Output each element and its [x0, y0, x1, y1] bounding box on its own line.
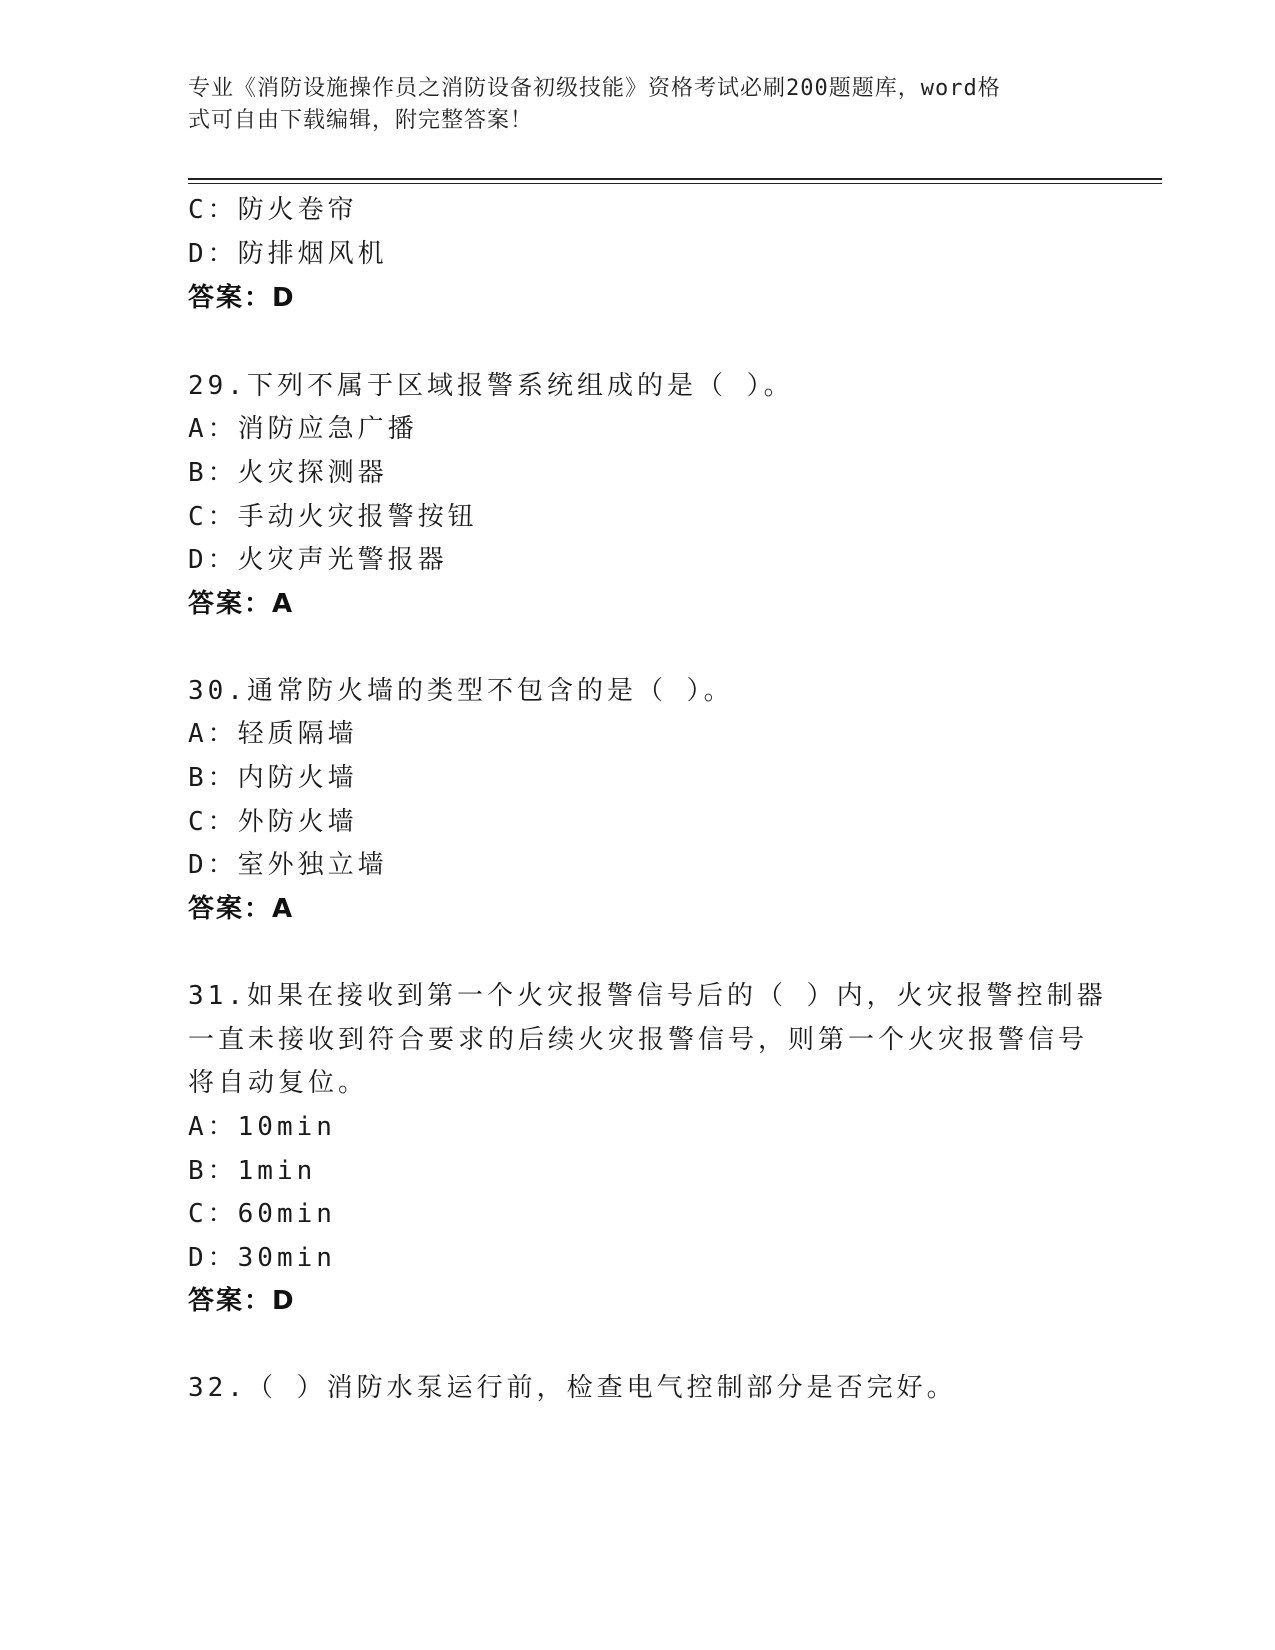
q31-question-line-1: 31.如果在接收到第一个火灾报警信号后的（ ）内，火灾报警控制器 — [188, 981, 1107, 1011]
header-divider-thin — [188, 183, 1162, 184]
header-line-1: 专业《消防设施操作员之消防设备初级技能》资格考试必刷200题题库，word格 — [188, 76, 1001, 101]
q31-option-c: C：60min — [188, 1199, 336, 1229]
header-line-2: 式可自由下载编辑，附完整答案！ — [188, 108, 534, 133]
q30-option-b: B：内防火墙 — [188, 763, 358, 793]
q31-answer: 答案：D — [188, 1286, 296, 1316]
q29-answer: 答案：A — [188, 589, 295, 619]
q29-option-b: B：火灾探测器 — [188, 458, 388, 488]
q29-option-c: C：手动火灾报警按钮 — [188, 502, 478, 532]
q28-answer: 答案：D — [188, 283, 296, 313]
document-header — [188, 73, 1068, 137]
header-divider-thick — [188, 178, 1162, 180]
q30-option-d: D：室外独立墙 — [188, 850, 388, 880]
q30-option-a: A：轻质隔墙 — [188, 719, 358, 749]
q30-option-c: C：外防火墙 — [188, 807, 358, 837]
q31-option-a: A：10min — [188, 1112, 336, 1142]
q31-option-d: D：30min — [188, 1243, 336, 1273]
q31-question-line-3: 将自动复位。 — [188, 1068, 369, 1098]
q30-answer: 答案：A — [188, 894, 295, 924]
q29-question: 29.下列不属于区域报警系统组成的是（ ）。 — [188, 371, 794, 401]
q31-question-line-2: 一直未接收到符合要求的后续火灾报警信号，则第一个火灾报警信号 — [188, 1025, 1089, 1055]
q32-question: 32.（ ）消防水泵运行前，检查电气控制部分是否完好。 — [188, 1373, 957, 1403]
q29-option-d: D：火灾声光警报器 — [188, 545, 448, 575]
q28-option-c: C：防火卷帘 — [188, 195, 358, 225]
q31-option-b: B：1min — [188, 1156, 317, 1186]
q29-option-a: A：消防应急广播 — [188, 414, 418, 444]
q28-option-d: D：防排烟风机 — [188, 239, 388, 269]
q30-question: 30.通常防火墙的类型不包含的是（ ）。 — [188, 676, 734, 706]
